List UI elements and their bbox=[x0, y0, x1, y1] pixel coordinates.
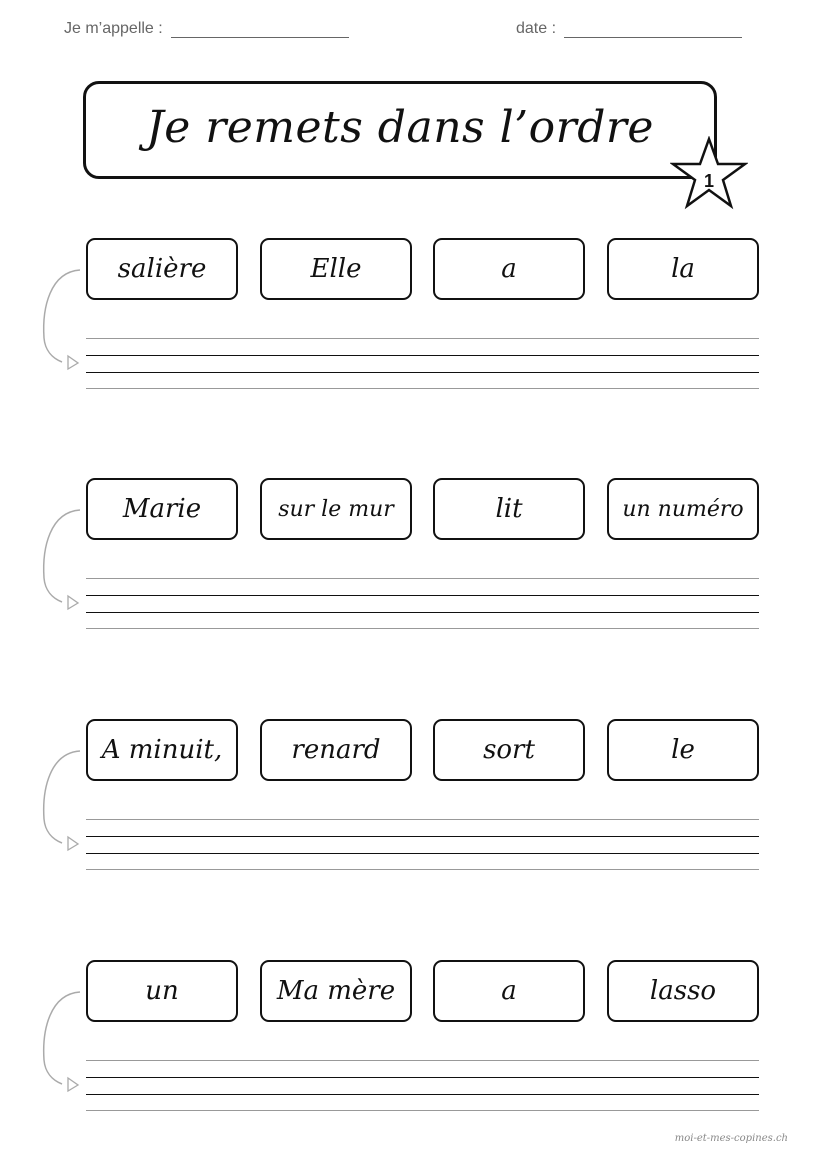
guide-line bbox=[86, 338, 759, 339]
word-card[interactable]: lasso bbox=[607, 960, 759, 1022]
writing-line bbox=[86, 372, 759, 373]
word-card[interactable]: un bbox=[86, 960, 238, 1022]
word-card[interactable]: Marie bbox=[86, 478, 238, 540]
date-field bbox=[516, 20, 742, 38]
word-card[interactable]: sort bbox=[433, 719, 585, 781]
guide-line bbox=[86, 1110, 759, 1111]
name-blank-line[interactable] bbox=[171, 21, 349, 38]
writing-line bbox=[86, 595, 759, 596]
word-card[interactable]: Elle bbox=[260, 238, 412, 300]
writing-line bbox=[86, 355, 759, 356]
star-level-badge bbox=[670, 136, 748, 210]
page-title: Je remets dans l’ordre bbox=[146, 101, 654, 153]
footer-credit: moi-et-mes-copines.ch bbox=[674, 1133, 788, 1144]
guide-line bbox=[86, 1060, 759, 1061]
writing-lines[interactable] bbox=[86, 819, 759, 871]
exercise-2 bbox=[0, 478, 816, 648]
writing-line bbox=[86, 612, 759, 613]
exercise-3 bbox=[0, 719, 816, 889]
word-card[interactable]: a bbox=[433, 960, 585, 1022]
curved-arrow-icon bbox=[40, 508, 84, 612]
guide-line bbox=[86, 819, 759, 820]
word-card[interactable]: lit bbox=[433, 478, 585, 540]
word-card[interactable]: sur le mur bbox=[260, 478, 412, 540]
writing-line bbox=[86, 836, 759, 837]
word-card[interactable]: a bbox=[433, 238, 585, 300]
curved-arrow-icon bbox=[40, 990, 84, 1094]
guide-line bbox=[86, 869, 759, 870]
name-field bbox=[64, 20, 349, 38]
word-card[interactable]: la bbox=[607, 238, 759, 300]
guide-line bbox=[86, 388, 759, 389]
curved-arrow-icon bbox=[40, 749, 84, 853]
word-card[interactable]: Ma mère bbox=[260, 960, 412, 1022]
writing-lines[interactable] bbox=[86, 1060, 759, 1112]
word-card[interactable]: A minuit, bbox=[86, 719, 238, 781]
exercise-4 bbox=[0, 960, 816, 1130]
writing-lines[interactable] bbox=[86, 578, 759, 630]
writing-line bbox=[86, 1077, 759, 1078]
word-card[interactable]: un numéro bbox=[607, 478, 759, 540]
writing-line bbox=[86, 853, 759, 854]
curved-arrow-icon bbox=[40, 268, 84, 372]
word-card[interactable]: le bbox=[607, 719, 759, 781]
exercise-1 bbox=[0, 238, 816, 408]
date-blank-line[interactable] bbox=[564, 21, 742, 38]
level-number: 1 bbox=[703, 171, 714, 191]
guide-line bbox=[86, 628, 759, 629]
word-card[interactable]: salière bbox=[86, 238, 238, 300]
writing-line bbox=[86, 1094, 759, 1095]
name-label: Je m’appelle : bbox=[64, 20, 168, 37]
word-card[interactable]: renard bbox=[260, 719, 412, 781]
title-box bbox=[83, 81, 717, 179]
guide-line bbox=[86, 578, 759, 579]
date-label: date : bbox=[516, 20, 561, 37]
writing-lines[interactable] bbox=[86, 338, 759, 390]
